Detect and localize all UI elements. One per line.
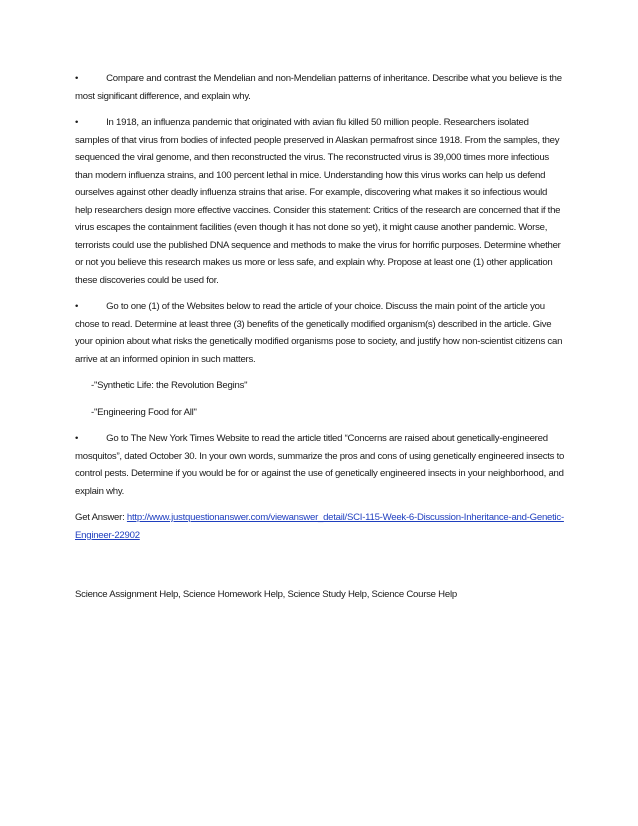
bullet-symbol: •	[75, 301, 79, 312]
bullet-symbol: •	[75, 73, 79, 84]
bullet-text: Go to The New York Times Website to read the article titled “Concerns are raised about genetically-engineered mosquitos”, dated October 30. In your own words, summarize the pros and cons of using genetically engineered insects to control pests. Determine if you would be for or against the use of genetically engineered insects in your neighborhood, and explain why.	[75, 433, 565, 497]
bullet-text: Go to one (1) of the Websites below to read the article of your choice. Discuss the main point of the article you chose to read. Determine at least three (3) benefits of the genetically modified organism(s) described in the article. Give your opinion about what risks the genetically modified organisms pose to society, and justify how non-scientist citizens can arrive at an informed opinion in such matters.	[75, 301, 563, 365]
article-option-engineering-food: -"Engineering Food for All"	[91, 406, 197, 418]
bullet-text: In 1918, an influenza pandemic that originated with avian flu killed 50 million people. Researchers isolated samples of that virus from bodies of infected people preserved in Alaskan permafrost since 1918. From the samples, they sequenced the viral genome, and then reconstructed the virus. The reconstructed virus is 39,000 times more infectious than modern influenza strains, and 100 percent lethal in mice. Understanding how this virus works can help us defend ourselves against other deadly influenza strains that arise. For example, discovering what makes it so infectious would help researchers design more effective vaccines. Consider this statement: Critics of the research are concerned that if the virus escapes the containment facilities (even though it has not done so yet), it might cause another pandemic. Worse, terrorists could use the published DNA sequence and methods to make the virus for horrific purposes. Determine whether or not you believe this research makes us more or less safe, and explain why. Propose at least one (1) other application these discoveries could be used for.	[75, 117, 561, 286]
bullet-symbol: •	[75, 433, 79, 444]
footer-keywords: Science Assignment Help, Science Homework Help, Science Study Help, Science Course Help	[75, 589, 457, 600]
document-content	[75, 70, 565, 604]
article-option-synthetic-life: -"Synthetic Life: the Revolution Begins"	[91, 380, 248, 391]
get-answer-line	[75, 509, 565, 544]
bullet-websites	[75, 298, 565, 368]
bullet-text: Compare and contrast the Mendelian and non-Mendelian patterns of inheritance. Describe what you believe is the most significant difference, and explain why.	[75, 73, 562, 102]
bullet-mosquitos	[75, 430, 565, 500]
bullet-symbol: •	[75, 117, 79, 128]
bullet-influenza	[75, 114, 565, 289]
answer-link[interactable]: http://www.justquestionanswer.com/viewanswer_detail/SCI-115-Week-6-Discussion-Inheritance-and-Genetic-Engineer-22902	[75, 512, 564, 541]
get-answer-label: Get Answer:	[75, 512, 127, 523]
bullet-mendelian	[75, 70, 565, 105]
